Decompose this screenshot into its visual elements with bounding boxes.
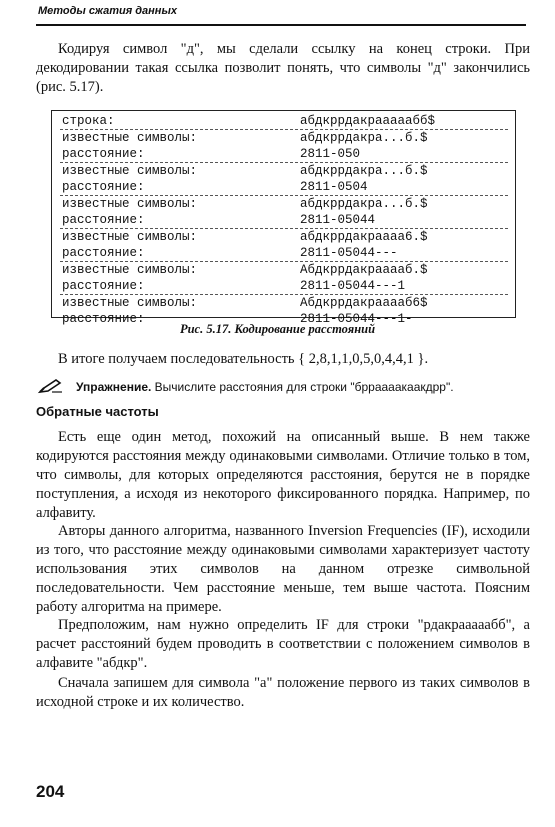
row-value: абдкррдакра...б.$ — [300, 164, 428, 178]
row-value: Абдкррдакрааааб.$ — [300, 263, 428, 277]
row-value: 2811-05044--- — [300, 246, 398, 260]
figure-row — [52, 229, 515, 245]
row-value: 2811-05044 — [300, 213, 376, 227]
figure-row — [52, 146, 515, 162]
row-value: абдкррдакрааааабб$ — [300, 114, 436, 128]
row-value: 2811-0504 — [300, 180, 368, 194]
row-value: абдкррдакра...б.$ — [300, 131, 428, 145]
figure-row — [52, 311, 515, 326]
figure-row — [52, 163, 515, 179]
row-label: строка: — [62, 114, 115, 128]
row-label: расстояние: — [62, 246, 145, 260]
row-label: известные символы: — [62, 296, 198, 310]
paragraph: Есть еще один метод, похожий на описанный выше. В нем также кодируются расстояния между одинаковыми символами. Отличие только в том, что символы, для которых определяются расстояния, берутся не в порядке поступления, а исходя из некоторого фиксированного порядка. Например, по алфавиту. — [36, 429, 530, 521]
row-label: известные символы: — [62, 263, 198, 277]
row-label: известные символы: — [62, 197, 198, 211]
exercise-note — [36, 378, 530, 398]
figure-row — [52, 278, 515, 294]
paragraph: Авторы данного алгоритма, названного Inversion Frequencies (IF), исходили из того, что расстояние между одинаковыми символами характеризует частоту использования этих символов на данном отрезке символьной последовательности. Чем расстояние меньше, тем выше частота. Поясним работу алгоритма на примере. — [36, 523, 530, 615]
row-value: 2811-050 — [300, 147, 361, 161]
row-value: Абдкррдакрааааб6$ — [300, 296, 428, 310]
figure-row — [52, 130, 515, 146]
row-value: абдкррдакраааа6.$ — [300, 230, 428, 244]
running-header — [36, 4, 526, 26]
row-value: 2811-05044---1- — [300, 312, 413, 326]
paragraph: Предположим, нам нужно определить IF для строки "рдакрааааaбб", а расчет расстояний будем проводить в соответствии с положением символов в алфавите "абдкр". — [36, 617, 530, 671]
figure-caption: Рис. 5.17. Кодирование расстояний — [179, 322, 376, 336]
figure-row — [52, 245, 515, 261]
result-paragraph: В итоге получаем последовательность { 2,8,1,1,0,5,0,4,4,1 }. — [58, 351, 429, 367]
row-value: 2811-05044---1 — [300, 279, 406, 293]
intro-paragraph: Кодируя символ "д", мы сделали ссылку на конец строки. При декодировании такая ссылка позволит понять, что символы "д" закончились (рис. 5.17). — [36, 41, 530, 95]
section-heading: Обратные частоты — [36, 404, 159, 419]
row-label: известные символы: — [62, 131, 198, 145]
figure-table — [51, 110, 516, 326]
row-label: расстояние: — [62, 279, 145, 293]
exercise-label: Упражнение. — [76, 380, 152, 394]
row-label: известные символы: — [62, 230, 198, 244]
pencil-icon — [38, 378, 64, 399]
page-number: 204 — [36, 782, 65, 801]
figure-row — [52, 179, 515, 195]
row-label: расстояние: — [62, 312, 145, 326]
row-value: абдкррдакра...б.$ — [300, 197, 428, 211]
paragraph: Сначала запишем для символа "а" положение первого из таких символов в исходной строке и их количество. — [36, 675, 530, 710]
row-label: расстояние: — [62, 213, 145, 227]
figure-row — [52, 295, 515, 311]
figure-row — [52, 212, 515, 228]
figure-row — [52, 196, 515, 212]
row-label: известные символы: — [62, 164, 198, 178]
row-label: расстояние: — [62, 147, 145, 161]
header-title: Методы сжатия данных — [38, 5, 177, 17]
row-label: расстояние: — [62, 180, 145, 194]
figure-row — [52, 262, 515, 278]
exercise-text: Вычислите расстояния для строки "брраааакаакдрр". — [154, 380, 454, 394]
figure-row — [52, 113, 515, 129]
